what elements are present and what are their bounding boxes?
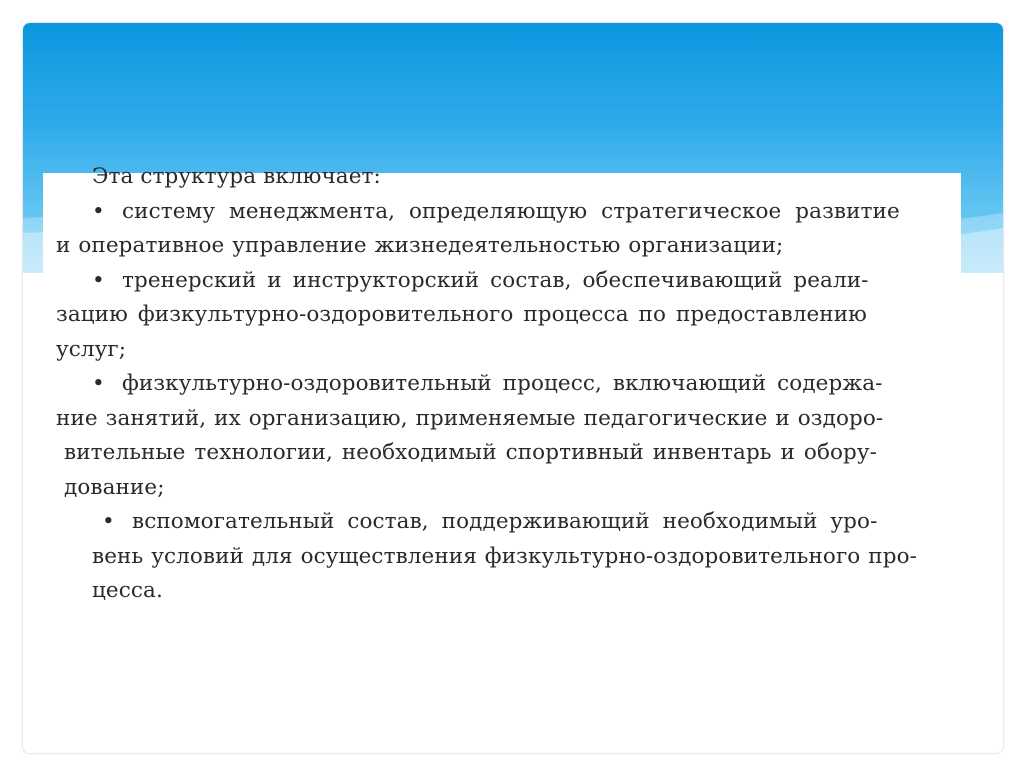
- list-item-3-line-1: [34, 367, 934, 402]
- list-item-3-line-2: ние занятий, их организацию, применяемые педагогические и оздоро-: [56, 405, 884, 431]
- bullet-1: •: [92, 198, 105, 224]
- bullet-2: •: [92, 267, 105, 293]
- item-3-text-1: физкультурно-оздоровительный процесс, включающий содержа-: [122, 371, 883, 396]
- list-item-4-line-3: цесса.: [92, 578, 163, 603]
- bullet-4: •: [102, 509, 115, 534]
- slide-text: [34, 160, 934, 609]
- list-item-2-line-1: [34, 264, 934, 299]
- list-item-3-line-4: дование;: [64, 474, 165, 500]
- intro-line: Эта структура включает:: [92, 164, 381, 189]
- list-item-4-line-1: [34, 505, 934, 540]
- list-item-3-line-3: вительные технологии, необходимый спортивный инвентарь и обору-: [64, 440, 878, 465]
- list-item-1-line-2: и оперативное управление жизнедеятельностью организации;: [56, 233, 784, 258]
- list-item-2-line-3: услуг;: [56, 336, 127, 362]
- item-1-text-1: систему менеджмента, определяющую стратегическое развитие: [122, 198, 900, 224]
- list-item-2-line-2: зацию физкультурно-оздоровительного процесса по предоставлению: [56, 302, 867, 327]
- list-item-4-line-2: вень условий для осуществления физкультурно-оздоровительного про-: [92, 543, 917, 569]
- list-item-1-line-1: [34, 195, 934, 230]
- item-2-text-1: тренерский и инструкторский состав, обеспечивающий реали-: [122, 267, 869, 293]
- bullet-3: •: [92, 371, 105, 396]
- item-4-text-1: вспомогательный состав, поддерживающий необходимый уро-: [132, 509, 878, 534]
